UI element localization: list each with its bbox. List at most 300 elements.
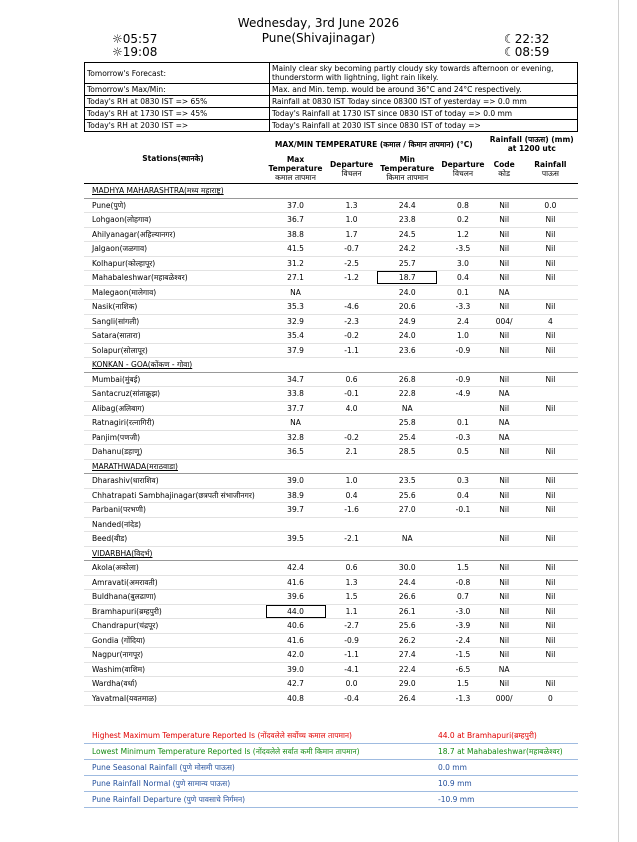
station-name: Washim(वाशिम)	[84, 662, 262, 677]
rain-code: Nil	[486, 503, 523, 518]
min-temp: 20.6	[374, 300, 440, 315]
rainfall	[523, 387, 578, 402]
rain-code: NA	[486, 430, 523, 445]
min-temp: 25.4	[374, 430, 440, 445]
min-departure: 3.0	[440, 256, 485, 271]
min-departure	[440, 517, 485, 532]
table-row	[84, 488, 578, 503]
rain-departure-label: Pune Rainfall Departure (पुणे पावसाचे निर्गमन)	[84, 792, 430, 808]
min-temp: 22.4	[374, 662, 440, 677]
station-name: Sangli(सांगली)	[84, 314, 262, 329]
rainfall: Nil	[523, 242, 578, 257]
table-row	[84, 314, 578, 329]
max-temp: 38.8	[262, 227, 329, 242]
station-temperature-table	[84, 134, 578, 706]
lowest-min-label: Lowest Minimum Temperature Reported Is (नोंदवलेले सर्वात कमी किमान तापमान)	[84, 744, 430, 760]
station-name: Lohgaon(लोहगाव)	[84, 213, 262, 228]
rain-departure-row	[84, 792, 578, 808]
highlight-box: 18.7	[377, 271, 437, 284]
maxmin-label: Tomorrow's Max/Min:	[85, 84, 270, 96]
station-name: Santacruz(सांताक्रूझ)	[84, 387, 262, 402]
forecast-value: Mainly clear sky becoming partly cloudy sky towards afternoon or evening, thunderstorm with lightning, light rain likely.	[270, 63, 578, 84]
table-row	[84, 619, 578, 634]
max-temp	[262, 604, 329, 619]
max-departure: -2.5	[329, 256, 374, 271]
rainfall: Nil	[523, 648, 578, 663]
moonset: ☾08:59	[504, 45, 550, 59]
min-departure-header: Departure विचलन	[440, 154, 485, 184]
max-departure: 1.3	[329, 575, 374, 590]
rain-code: Nil	[486, 677, 523, 692]
section-header-row	[84, 184, 578, 199]
max-departure: -1.2	[329, 271, 374, 286]
min-departure: -1.3	[440, 691, 485, 706]
max-temp: 39.0	[262, 474, 329, 489]
min-temp: 22.8	[374, 387, 440, 402]
max-temp: NA	[262, 416, 329, 431]
max-departure: 1.3	[329, 198, 374, 213]
min-temp	[374, 271, 440, 286]
min-departure: 0.1	[440, 285, 485, 300]
min-temp: 28.5	[374, 445, 440, 460]
min-temp: 25.6	[374, 488, 440, 503]
table-row	[84, 430, 578, 445]
min-temp: 25.8	[374, 416, 440, 431]
station-name: Dharashiv(धाराशिव)	[84, 474, 262, 489]
rh-2030: Today's RH at 2030 IST =>	[85, 120, 270, 132]
rain-code: Nil	[486, 329, 523, 344]
table-row	[84, 445, 578, 460]
sunrise: ☼05:57	[112, 32, 158, 46]
rain-code: Nil	[486, 198, 523, 213]
max-temp: 36.5	[262, 445, 329, 460]
max-temp: 42.4	[262, 561, 329, 576]
rainfall: Nil	[523, 575, 578, 590]
rain-code: Nil	[486, 648, 523, 663]
max-temp: 40.8	[262, 691, 329, 706]
table-group-header	[84, 134, 578, 154]
min-temp: 24.2	[374, 242, 440, 257]
min-temp: 27.4	[374, 648, 440, 663]
table-row	[84, 561, 578, 576]
min-departure: 1.0	[440, 329, 485, 344]
section-name: VIDARBHA(विदर्भ)	[84, 546, 578, 561]
min-departure: 0.4	[440, 488, 485, 503]
station-name: Amravati(अमरावती)	[84, 575, 262, 590]
rh-0830: Today's RH at 0830 IST => 65%	[85, 96, 270, 108]
max-departure: 0.0	[329, 677, 374, 692]
rain-code: Nil	[486, 532, 523, 547]
rain-code: Nil	[486, 271, 523, 286]
max-temp: 39.0	[262, 662, 329, 677]
rainfall: Nil	[523, 474, 578, 489]
max-temp: 41.6	[262, 575, 329, 590]
normal-rain-value: 10.9 mm	[430, 776, 578, 792]
min-departure: 2.4	[440, 314, 485, 329]
station-name: Nagpur(नागपूर)	[84, 648, 262, 663]
max-departure: 1.0	[329, 474, 374, 489]
min-temp: 30.0	[374, 561, 440, 576]
max-departure: -1.6	[329, 503, 374, 518]
sunset: ☼19:08	[112, 45, 158, 59]
highest-max-row	[84, 728, 578, 744]
min-departure	[440, 532, 485, 547]
min-departure: -0.9	[440, 372, 485, 387]
section-header-row	[84, 358, 578, 373]
rainfall: Nil	[523, 256, 578, 271]
forecast-label: Tomorrow's Forecast:	[85, 63, 270, 84]
station-name: Mahabaleshwar(महाबळेश्वर)	[84, 271, 262, 286]
forecast-info-table	[84, 62, 578, 132]
max-departure: -2.1	[329, 532, 374, 547]
rain-code: NA	[486, 387, 523, 402]
stations-header: Stations(स्थानके)	[84, 134, 262, 184]
rain-code: 000/	[486, 691, 523, 706]
rainfall: Nil	[523, 561, 578, 576]
max-departure: -0.2	[329, 329, 374, 344]
max-departure	[329, 517, 374, 532]
station-name: Ratnagiri(रत्नागिरी)	[84, 416, 262, 431]
max-temp: 39.5	[262, 532, 329, 547]
highlight-box: 44.0	[266, 605, 326, 618]
maxmin-group-header: MAX/MIN TEMPERATURE (कमाल / किमान तापमान) (°C)	[274, 139, 473, 149]
min-temp: 27.0	[374, 503, 440, 518]
rain-code: Nil	[486, 488, 523, 503]
min-temp: 29.0	[374, 677, 440, 692]
station-name: Nasik(नाशिक)	[84, 300, 262, 315]
rainfall	[523, 517, 578, 532]
table-row	[84, 677, 578, 692]
station-name: Mumbai(मुंबई)	[84, 372, 262, 387]
max-departure: -2.7	[329, 619, 374, 634]
station-name: Akola(अकोला)	[84, 561, 262, 576]
min-temp: 24.4	[374, 575, 440, 590]
max-temp: 38.9	[262, 488, 329, 503]
min-departure: -3.3	[440, 300, 485, 315]
max-temp: 37.0	[262, 198, 329, 213]
table-row	[84, 590, 578, 605]
station-name: Kolhapur(कोल्हापूर)	[84, 256, 262, 271]
rh-0830-row	[85, 96, 578, 108]
max-temp: 27.1	[262, 271, 329, 286]
min-temp: 23.8	[374, 213, 440, 228]
rainfall: Nil	[523, 604, 578, 619]
station-name: Chandrapur(चंद्रपूर)	[84, 619, 262, 634]
min-departure: -3.9	[440, 619, 485, 634]
rainfall: Nil	[523, 445, 578, 460]
section-name: MARATHWADA(मराठवाडा)	[84, 459, 578, 474]
rainfall: Nil	[523, 488, 578, 503]
rain-code: Nil	[486, 343, 523, 358]
moonset-icon: ☾	[504, 45, 515, 59]
min-departure: -0.8	[440, 575, 485, 590]
rain-code: Nil	[486, 372, 523, 387]
max-temp: 35.4	[262, 329, 329, 344]
max-temp: NA	[262, 285, 329, 300]
rain-1730: Today's Rainfall at 1730 IST since 0830 IST of today => 0.0 mm	[270, 108, 578, 120]
seasonal-rain-label: Pune Seasonal Rainfall (पुणे मोसमी पाऊस)	[84, 760, 430, 776]
min-departure: -4.9	[440, 387, 485, 402]
max-temp: 39.6	[262, 590, 329, 605]
rain-code: Nil	[486, 401, 523, 416]
rain-code: NA	[486, 285, 523, 300]
max-departure	[329, 416, 374, 431]
table-row	[84, 474, 578, 489]
rainfall: Nil	[523, 619, 578, 634]
highest-max-label: Highest Maximum Temperature Reported Is (नोंदवलेले सर्वोच्च कमाल तापमान)	[84, 728, 430, 744]
rain-code: Nil	[486, 633, 523, 648]
max-departure: 1.5	[329, 590, 374, 605]
station-name: Pune(पुणे)	[84, 198, 262, 213]
max-departure: -0.7	[329, 242, 374, 257]
max-temp: 37.7	[262, 401, 329, 416]
max-temp-header: Max Temperature कमाल तापमान	[262, 154, 329, 184]
table-row	[84, 575, 578, 590]
moonrise: ☾22:32	[504, 32, 550, 46]
rainfall: Nil	[523, 329, 578, 344]
station-name: Beed(बीड)	[84, 532, 262, 547]
station-name: Dahanu(डहाणू)	[84, 445, 262, 460]
min-temp: NA	[374, 532, 440, 547]
rainfall: 0	[523, 691, 578, 706]
station-name: Wardha(वर्धा)	[84, 677, 262, 692]
lowest-min-row	[84, 744, 578, 760]
table-row	[84, 662, 578, 677]
table-row	[84, 648, 578, 663]
max-departure: -1.1	[329, 648, 374, 663]
min-departure: 0.7	[440, 590, 485, 605]
min-departure: 0.4	[440, 271, 485, 286]
section-header-row	[84, 459, 578, 474]
rainfall: Nil	[523, 271, 578, 286]
max-temp: 42.0	[262, 648, 329, 663]
rainfall: 0.0	[523, 198, 578, 213]
max-departure-header: Departure विचलन	[329, 154, 374, 184]
rainfall	[523, 285, 578, 300]
max-departure: 0.4	[329, 488, 374, 503]
rainfall: Nil	[523, 213, 578, 228]
table-row	[84, 372, 578, 387]
station-name: Malegaon(मालेगाव)	[84, 285, 262, 300]
rainfall-header: Rainfall पाऊस	[523, 154, 578, 184]
min-departure	[440, 401, 485, 416]
code-header: Code कोड	[486, 154, 523, 184]
moonrise-icon: ☾	[504, 32, 515, 46]
table-row	[84, 691, 578, 706]
station-name: Bramhapuri(ब्रम्हपुरी)	[84, 604, 262, 619]
station-name: Chhatrapati Sambhajinagar(छत्रपती संभाजीनगर)	[84, 488, 262, 503]
min-departure: 0.8	[440, 198, 485, 213]
table-row	[84, 401, 578, 416]
station-name: Buldhana(बुलढाणा)	[84, 590, 262, 605]
min-temp: 26.1	[374, 604, 440, 619]
min-temp: 26.4	[374, 691, 440, 706]
min-temp: 24.9	[374, 314, 440, 329]
min-departure: 1.5	[440, 677, 485, 692]
rainfall	[523, 662, 578, 677]
max-departure: 0.6	[329, 561, 374, 576]
max-departure: 0.6	[329, 372, 374, 387]
max-temp: 39.7	[262, 503, 329, 518]
max-departure: -0.1	[329, 387, 374, 402]
max-temp: 40.6	[262, 619, 329, 634]
max-temp: 41.5	[262, 242, 329, 257]
min-temp: NA	[374, 401, 440, 416]
maxmin-row	[85, 84, 578, 96]
rh-2030-row	[85, 120, 578, 132]
rain-group-header: Rainfall (पाऊस) (mm) at 1200 utc	[489, 135, 574, 153]
max-temp: 36.7	[262, 213, 329, 228]
rain-code: Nil	[486, 561, 523, 576]
table-row	[84, 256, 578, 271]
rain-code: Nil	[486, 256, 523, 271]
max-temp	[262, 517, 329, 532]
table-row	[84, 285, 578, 300]
max-temp: 32.9	[262, 314, 329, 329]
min-temp: 25.6	[374, 619, 440, 634]
max-departure: -0.4	[329, 691, 374, 706]
min-departure: 1.2	[440, 227, 485, 242]
rain-code: 004/	[486, 314, 523, 329]
max-departure: -0.9	[329, 633, 374, 648]
table-row	[84, 604, 578, 619]
rain-code: Nil	[486, 445, 523, 460]
min-temp: 23.6	[374, 343, 440, 358]
station-name: Jalgaon(जळगाव)	[84, 242, 262, 257]
table-row	[84, 387, 578, 402]
min-departure: -0.3	[440, 430, 485, 445]
table-row	[84, 227, 578, 242]
section-name: MADHYA MAHARASHTRA(मध्य महाराष्ट्र)	[84, 184, 578, 199]
station-name: Yavatmal(यवतमाळ)	[84, 691, 262, 706]
rain-code: Nil	[486, 590, 523, 605]
max-temp: 37.9	[262, 343, 329, 358]
min-departure: -1.5	[440, 648, 485, 663]
rain-0830: Rainfall at 0830 IST Today since 08300 IST of yesterday => 0.0 mm	[270, 96, 578, 108]
table-row	[84, 198, 578, 213]
station-name: Parbani(परभणी)	[84, 503, 262, 518]
table-row	[84, 532, 578, 547]
max-departure: 1.7	[329, 227, 374, 242]
min-departure: -6.5	[440, 662, 485, 677]
min-departure: -2.4	[440, 633, 485, 648]
lowest-min-value: 18.7 at Mahabaleshwar(महाबळेश्वर)	[430, 744, 578, 760]
min-temp: 24.4	[374, 198, 440, 213]
min-departure: -3.5	[440, 242, 485, 257]
highest-max-value: 44.0 at Bramhapuri(ब्रम्हपुरी)	[430, 728, 578, 744]
rainfall: Nil	[523, 677, 578, 692]
min-departure: 0.3	[440, 474, 485, 489]
page-edge-line	[618, 0, 619, 842]
table-row	[84, 343, 578, 358]
min-departure: -0.9	[440, 343, 485, 358]
table-row	[84, 300, 578, 315]
station-name: Alibag(अलिबाग)	[84, 401, 262, 416]
station-name: Pune(Shivajinagar)	[261, 31, 376, 45]
min-temp-header: Min Temperature किमान तापमान	[374, 154, 440, 184]
max-departure: 4.0	[329, 401, 374, 416]
rain-code: Nil	[486, 575, 523, 590]
rainfall: 4	[523, 314, 578, 329]
summary-table	[84, 728, 578, 808]
min-temp: 24.5	[374, 227, 440, 242]
max-temp: 32.8	[262, 430, 329, 445]
min-temp: 26.6	[374, 590, 440, 605]
maxmin-value: Max. and Min. temp. would be around 36°C and 24°C respectively.	[270, 84, 578, 96]
rain-code: Nil	[486, 227, 523, 242]
station-name: Gondia (गोंदिया)	[84, 633, 262, 648]
rainfall: Nil	[523, 633, 578, 648]
min-departure: -0.1	[440, 503, 485, 518]
rainfall: Nil	[523, 503, 578, 518]
rain-code: NA	[486, 416, 523, 431]
rainfall: Nil	[523, 401, 578, 416]
max-departure: -4.6	[329, 300, 374, 315]
max-temp: 41.6	[262, 633, 329, 648]
rainfall	[523, 430, 578, 445]
min-departure: 0.5	[440, 445, 485, 460]
min-temp: 23.5	[374, 474, 440, 489]
min-temp: 26.8	[374, 372, 440, 387]
table-row	[84, 242, 578, 257]
sunrise-icon: ☼	[112, 32, 123, 46]
min-temp	[374, 517, 440, 532]
forecast-row	[85, 63, 578, 84]
max-departure: 2.1	[329, 445, 374, 460]
section-header-row	[84, 546, 578, 561]
min-temp: 24.0	[374, 285, 440, 300]
section-name: KONKAN - GOA(कोंकण - गोवा)	[84, 358, 578, 373]
max-departure: -1.1	[329, 343, 374, 358]
rain-code: Nil	[486, 604, 523, 619]
table-row	[84, 503, 578, 518]
seasonal-rain-value: 0.0 mm	[430, 760, 578, 776]
max-departure: 1.1	[329, 604, 374, 619]
seasonal-rain-row	[84, 760, 578, 776]
rain-code: Nil	[486, 474, 523, 489]
rainfall: Nil	[523, 300, 578, 315]
table-row	[84, 271, 578, 286]
rainfall: Nil	[523, 227, 578, 242]
rainfall: Nil	[523, 590, 578, 605]
max-temp: 33.8	[262, 387, 329, 402]
rainfall: Nil	[523, 532, 578, 547]
station-name: Panjim(पणजी)	[84, 430, 262, 445]
station-name: Nanded(नांदेड)	[84, 517, 262, 532]
rh-1730-row	[85, 108, 578, 120]
rain-2030: Today's Rainfall at 2030 IST since 0830 IST of today =>	[270, 120, 578, 132]
rh-1730: Today's RH at 1730 IST => 45%	[85, 108, 270, 120]
station-name: Satara(सातारा)	[84, 329, 262, 344]
max-temp: 34.7	[262, 372, 329, 387]
report-date: Wednesday, 3rd June 2026	[237, 16, 400, 30]
normal-rain-label: Pune Rainfall Normal (पुणे सामान्य पाऊस)	[84, 776, 430, 792]
rain-code: Nil	[486, 242, 523, 257]
min-departure: -3.0	[440, 604, 485, 619]
max-departure: -2.3	[329, 314, 374, 329]
table-row	[84, 633, 578, 648]
table-row	[84, 517, 578, 532]
max-departure	[329, 285, 374, 300]
rain-code: NA	[486, 662, 523, 677]
rain-code: Nil	[486, 213, 523, 228]
rainfall	[523, 416, 578, 431]
min-temp: 24.0	[374, 329, 440, 344]
min-departure: 0.1	[440, 416, 485, 431]
station-name: Solapur(सोलापूर)	[84, 343, 262, 358]
max-departure: 1.0	[329, 213, 374, 228]
rainfall: Nil	[523, 372, 578, 387]
